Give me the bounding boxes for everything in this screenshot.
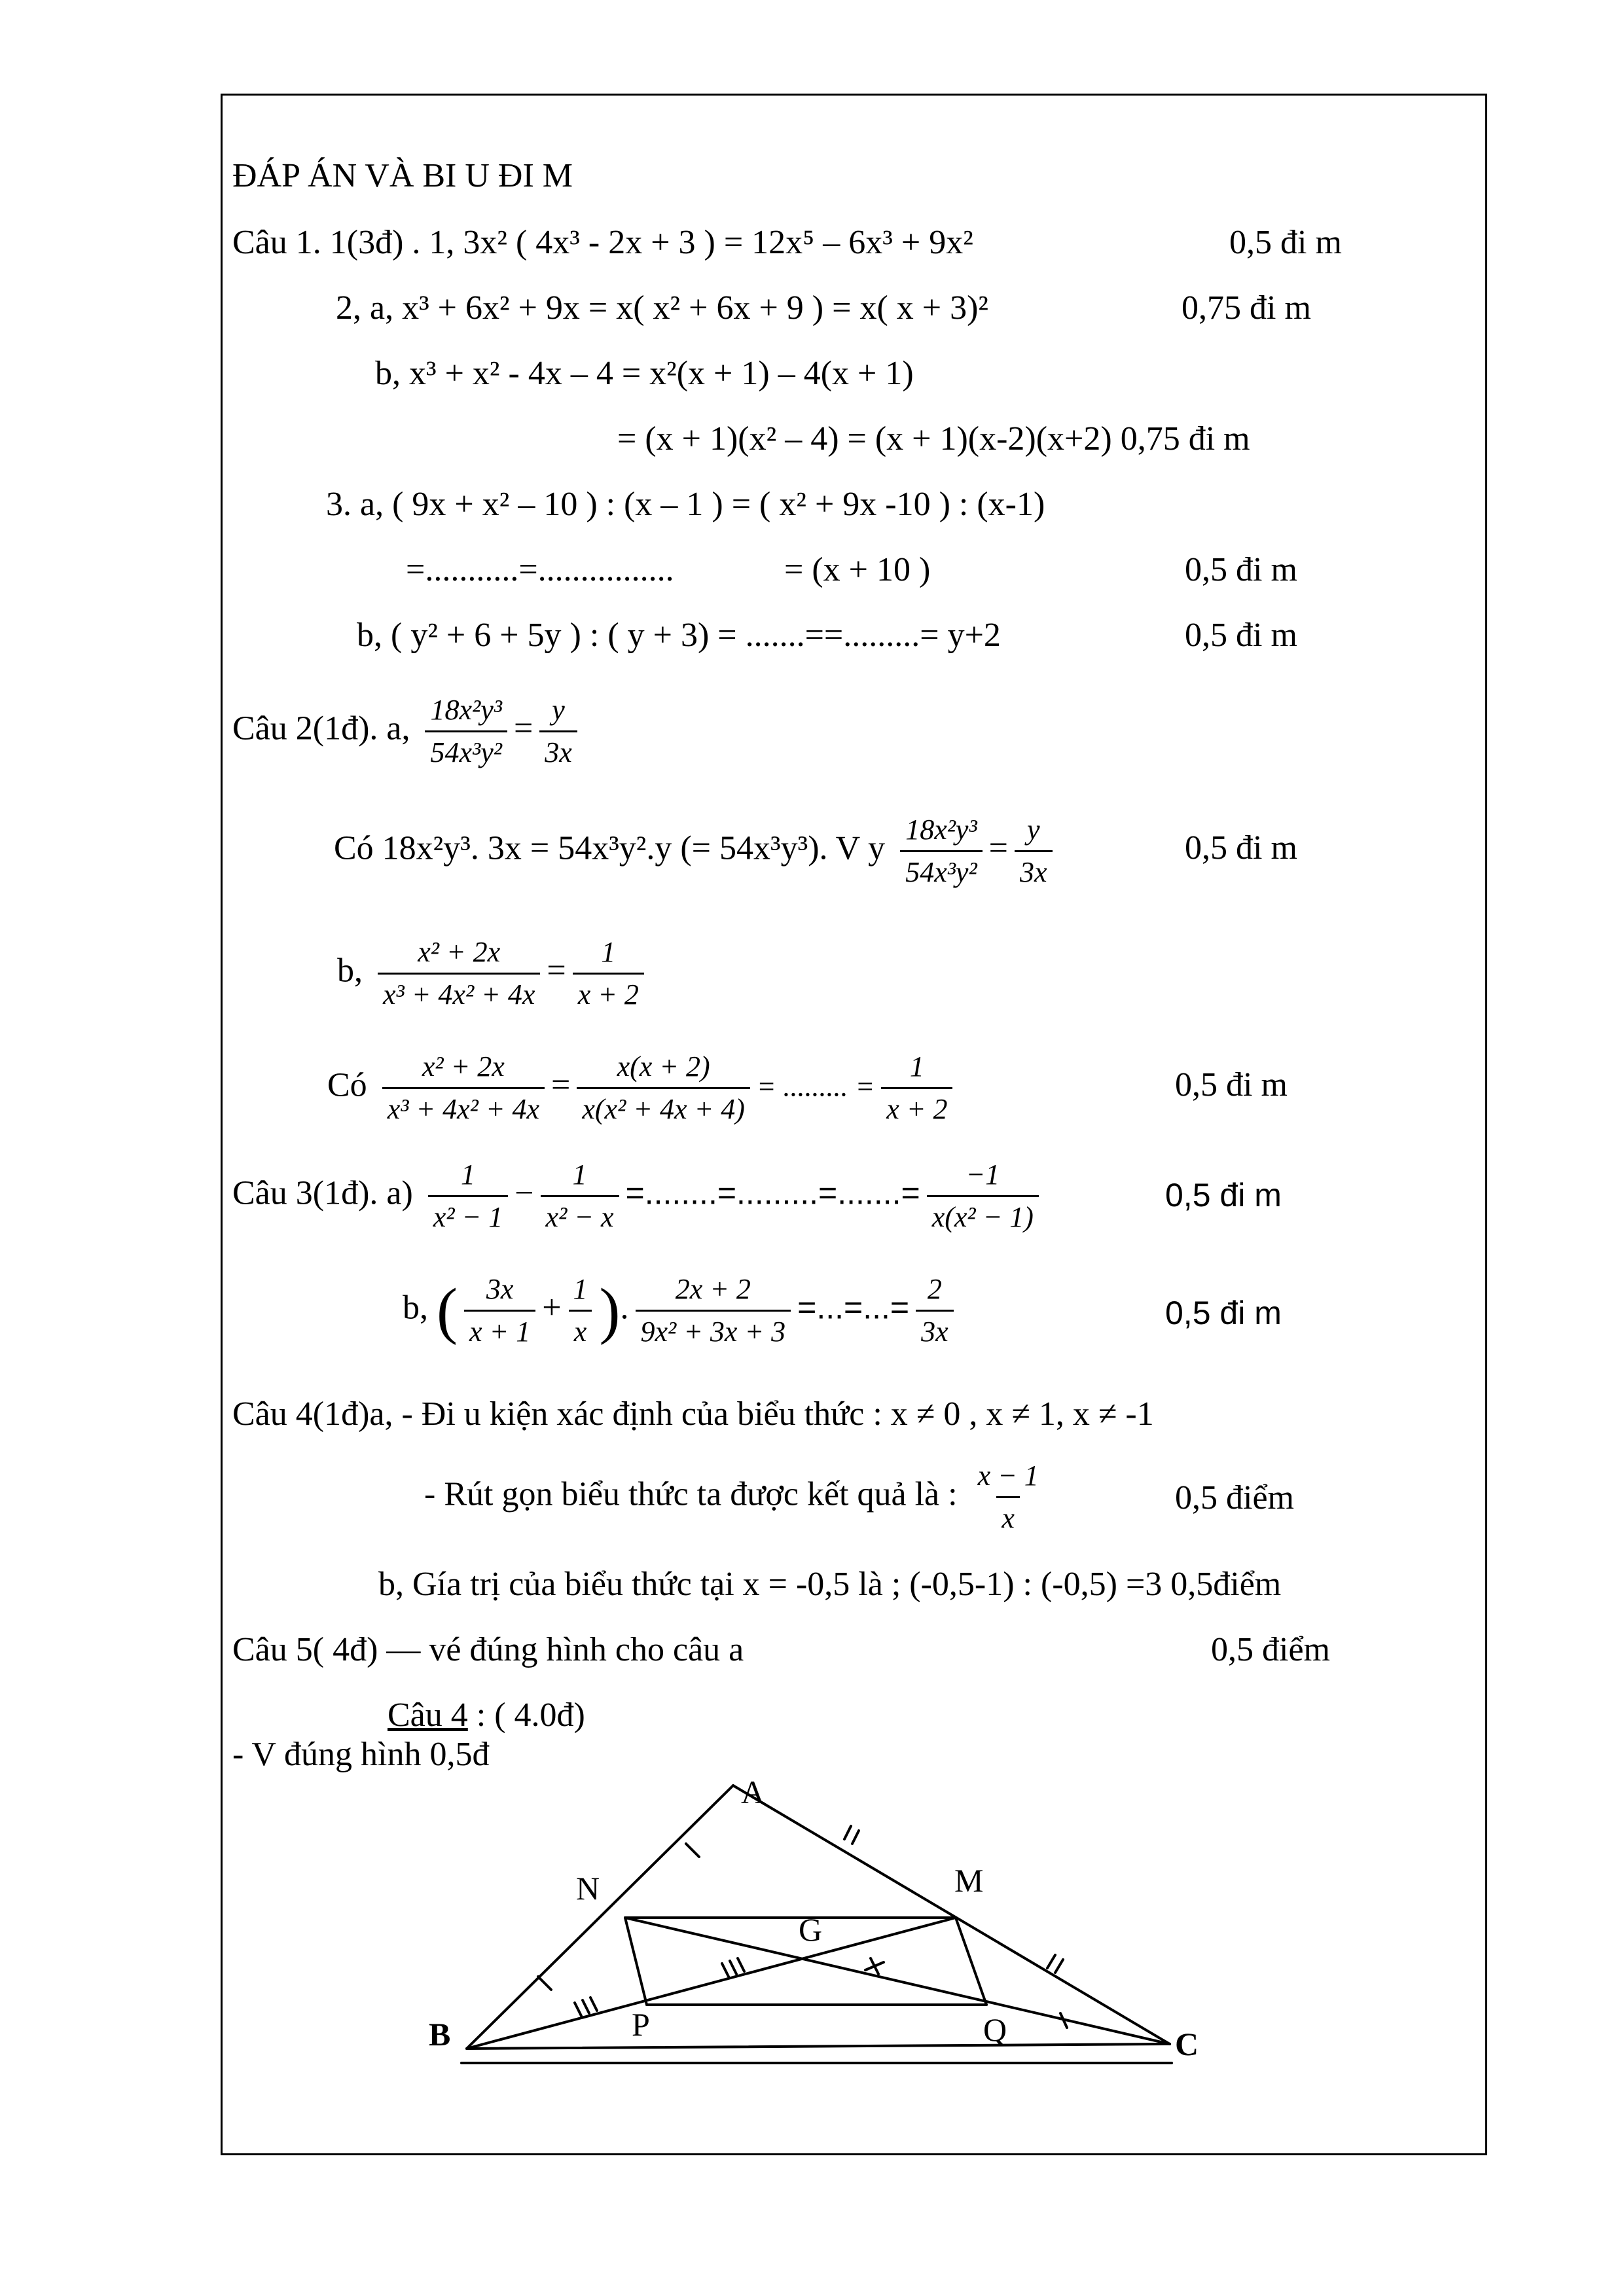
median-cn — [625, 1918, 1170, 2044]
q1-line4: = (x + 1)(x² – 4) = (x + 1)(x-2)(x+2) 0,75 đi m — [617, 420, 1250, 457]
label-g: G — [799, 1911, 823, 1948]
tick-bp-3 — [590, 1998, 597, 2011]
q3a-dots: =........=.........=.......= — [625, 1174, 920, 1211]
tick-nb — [538, 1977, 551, 1990]
q1-line6: =...........=................ — [406, 551, 674, 588]
q3a-prefix: Câu 3(1đ). a) — [232, 1174, 413, 1212]
denominator: x + 2 — [573, 973, 644, 1011]
label-c: C — [1175, 2026, 1199, 2062]
numerator: 2 — [927, 1273, 942, 1305]
tick-am-1 — [844, 1826, 851, 1839]
denominator: 54x³y² — [900, 850, 982, 889]
numerator: y — [552, 694, 565, 726]
numerator: 1 — [601, 936, 616, 968]
q2b-proof-prefix: Có — [327, 1066, 367, 1104]
q1-line1-score: 0,5 đi m — [1229, 224, 1342, 261]
tick-bp-2 — [583, 2000, 589, 2013]
q4-line2-score: 0,5 điểm — [1175, 1479, 1294, 1516]
numerator: x(x + 2) — [617, 1050, 710, 1083]
numerator: −1 — [965, 1158, 1000, 1191]
denominator: x³ + 4x² + 4x — [382, 1087, 545, 1126]
q3b-score: 0,5 đi m — [1165, 1295, 1282, 1331]
q1-line7: b, ( y² + 6 + 5y ) : ( y + 3) = .......==.........= y+2 — [357, 617, 1001, 654]
q2a-line: Câu 2(1đ). a, $\frac{\text{18x²y³}}{\text{54x³y²}}$ = $\frac{y}{3x}$ — [232, 694, 584, 769]
q2a-proof-text: Có 18x²y³. 3x = 54x³y².y (= 54x³y³). V y — [334, 829, 886, 867]
label-q: Q — [983, 2011, 1007, 2048]
numerator: 1 — [573, 1273, 588, 1305]
denominator: x + 1 — [464, 1310, 535, 1348]
q4-line2-text: - Rút gọn biểu thức ta được kết quả là : — [424, 1475, 958, 1513]
q4-line1: Câu 4(1đ)a, - Đi u kiện xác định của biểu thức : x ≠ 0 , x ≠ 1, x ≠ -1 — [232, 1395, 1154, 1433]
numerator: 1 — [461, 1158, 475, 1191]
denominator: 54x³y² — [425, 730, 507, 769]
q2a-score: 0,5 đi m — [1185, 829, 1297, 867]
tick-bp-1 — [575, 2003, 581, 2016]
q4-line3: b, Gía trị của biểu thức tại x = -0,5 là ; (-0,5-1) : (-0,5) =3 0,5điểm — [378, 1566, 1282, 1603]
denominator: x + 2 — [881, 1087, 952, 1126]
q3b-dots: =...=...= — [797, 1289, 910, 1326]
tick-pg-1 — [722, 1964, 729, 1977]
q5-heading-underlined: Câu 4 — [388, 1696, 468, 1734]
numerator: 1 — [909, 1050, 924, 1083]
q3b-prefix: b, — [403, 1289, 428, 1327]
q5-line1-score: 0,5 điểm — [1211, 1631, 1330, 1668]
q1-line3: b, x³ + x² - 4x – 4 = x²(x + 1) – 4(x + 1) — [375, 355, 914, 392]
denominator: 3x — [539, 730, 577, 769]
q5-draw-note: - V đúng hình 0,5đ — [232, 1736, 490, 1773]
label-p: P — [632, 2006, 650, 2043]
tick-mc-2 — [1055, 1960, 1063, 1973]
denominator: x³ + 4x² + 4x — [378, 973, 540, 1011]
numerator: x − 1 — [977, 1460, 1039, 1492]
tick-pg-3 — [738, 1958, 744, 1971]
q2b-proof-dots: = ......... = — [756, 1070, 875, 1103]
tick-am-2 — [852, 1831, 859, 1844]
denominator: x² − 1 — [428, 1195, 508, 1234]
q1-line6-result: = (x + 10 ) — [784, 551, 931, 588]
segment-mq — [956, 1918, 986, 2005]
tick-mc-1 — [1047, 1955, 1055, 1968]
q3b-paren-open: ( — [437, 1275, 458, 1346]
numerator: y — [1026, 814, 1040, 846]
label-n: N — [576, 1870, 600, 1907]
denominator: 3x — [1015, 850, 1053, 889]
numerator: x² + 2x — [422, 1050, 505, 1083]
denominator: x² − x — [541, 1195, 619, 1234]
q2b-proof: Có $\frac{\text{x² + 2x}}{\text{x³ + 4x² + 4x}}$ = $\frac{x(x + 2)}{\text{x(x² + 4x + 4)}}$ = ......... = $\frac{1}{x + 2}$ — [327, 1050, 959, 1126]
q1-line2: 2, a, x³ + 6x² + 9x = x( x² + 6x + 9 ) = x( x + 3)² — [336, 289, 988, 327]
denominator: x(x² − 1) — [927, 1195, 1039, 1234]
q1-line5: 3. a, ( 9x + x² – 10 ) : (x – 1 ) = ( x² + 9x -10 ) : (x-1) — [326, 486, 1045, 523]
q2b-score: 0,5 đi m — [1175, 1066, 1288, 1103]
label-m: M — [954, 1862, 984, 1899]
numerator: 18x²y³ — [430, 694, 502, 726]
q3b-line: b, ( $\frac{3x}{x + 1}$ + $\frac{1}{x}$ ). $\frac{2x + 2}{\text{9x² + 3x + 3}}$ =...=...= $\frac{2}{3x}$ — [403, 1273, 960, 1348]
denominator: x(x² + 4x + 4) — [577, 1087, 749, 1126]
q3a-score: 0,5 đi m — [1165, 1177, 1282, 1213]
q2b-prefix: b, — [337, 952, 363, 990]
q1-line1: Câu 1. 1(3đ) . 1, 3x² ( 4x³ - 2x + 3 ) = 12x⁵ – 6x³ + 9x² — [232, 224, 973, 261]
segment-bc — [467, 2044, 1170, 2049]
q5-line1: Câu 5( 4đ) — vé đúng hình cho câu a — [232, 1631, 744, 1668]
q3b-paren-close: ) — [599, 1275, 621, 1346]
denominator: 3x — [916, 1310, 954, 1348]
q1-line2-score: 0,75 đi m — [1182, 289, 1311, 327]
numerator: 1 — [572, 1158, 587, 1191]
denominator: 9x² + 3x + 3 — [636, 1310, 791, 1348]
q5-heading-rest: : ( 4.0đ) — [467, 1696, 585, 1734]
q1-line7-score: 0,5 đi m — [1185, 617, 1297, 654]
q2a-prefix: Câu 2(1đ). a, — [232, 709, 410, 747]
tick-an — [686, 1844, 699, 1857]
label-a: A — [741, 1774, 765, 1810]
q1-line6-score: 0,5 đi m — [1185, 551, 1297, 588]
page-title: ĐÁP ÁN VÀ BI U ĐI M — [232, 157, 573, 194]
numerator: 2x + 2 — [675, 1273, 751, 1305]
tick-pg-2 — [730, 1961, 736, 1974]
q2a-proof: Có 18x²y³. 3x = 54x³y².y (= 54x³y³). V y $\frac{\text{18x²y³}}{\text{54x³y²}}$ = $\frac{y}{3x}$ — [334, 814, 1059, 889]
segment-np — [625, 1918, 647, 2005]
q2b-line: b, $\frac{\text{x² + 2x}}{\text{x³ + 4x² + 4x}}$ = $\frac{1}{x + 2}$ — [337, 936, 651, 1011]
q3a-line: Câu 3(1đ). a) $\frac{1}{\text{x² − 1}}$ − $\frac{1}{\text{x² − x}}$ =........=.........=.......= $\frac{-1}{\text{x(x² − 1)}}$ — [232, 1158, 1045, 1234]
denominator: x — [996, 1496, 1020, 1535]
numerator: 18x²y³ — [905, 814, 977, 846]
denominator: x — [569, 1310, 592, 1348]
numerator: x² + 2x — [418, 936, 501, 968]
numerator: 3x — [486, 1273, 514, 1305]
label-b: B — [429, 2016, 451, 2053]
